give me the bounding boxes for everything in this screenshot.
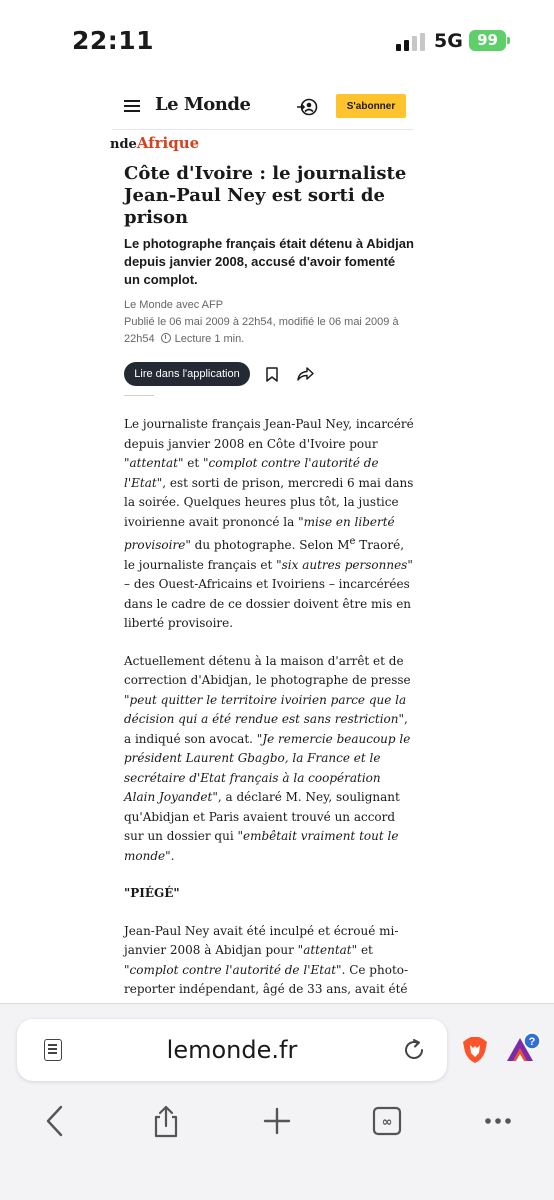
publish-date: Publié le 06 mai 2009 à 22h54, modifié le 06 mai 2009 à 22h54 (124, 316, 399, 345)
section-prefix: nde (110, 137, 137, 152)
section-label-afrique[interactable] (110, 134, 199, 152)
meta-divider (124, 395, 154, 396)
browser-toolbar (0, 1003, 554, 1200)
more-icon[interactable] (481, 1104, 515, 1138)
share-icon[interactable] (297, 366, 314, 382)
section-name: Afrique (136, 134, 200, 152)
status-bar (0, 0, 554, 80)
battery-icon: 99 (469, 30, 506, 51)
article-meta (124, 297, 414, 348)
paragraph-2: Actuellement détenu à la maison d'arrêt et de correction d'Abidjan, le photographe de presse "peut quitter le territoire ivoirien parce que la décision qui a été rendue est sans restriction", a indiqué son avocat. "Je remercie beaucoup le président Laurent Gbagbo, la France et le secrétaire d'Etat français à la coopération Alain Joyandet", a déclaré M. Ney, soulignant qu'Abidjan et Paris avaient trouvé un accord sur un dossier qui "embêtait vraiment tout le monde". (124, 653, 411, 863)
article-author: Le Monde avec AFP (124, 299, 224, 311)
bookmark-icon[interactable] (266, 367, 278, 382)
url-text[interactable]: lemonde.fr (166, 1036, 298, 1064)
share-sheet-icon[interactable] (149, 1104, 183, 1138)
back-arrow-icon[interactable] (38, 1104, 72, 1138)
subscribe-button[interactable]: S'abonner (336, 94, 406, 118)
address-bar[interactable] (17, 1019, 447, 1081)
status-time: 22:11 (72, 26, 155, 55)
article-dates (124, 314, 414, 348)
article-actions (124, 362, 414, 386)
brave-rewards-icon[interactable] (505, 1032, 541, 1064)
cellular-signal-icon (396, 33, 426, 51)
reload-icon[interactable] (402, 1038, 426, 1062)
paragraph-1: Le journaliste français Jean-Paul Ney, incarcéré depuis janvier 2008 en Côte d'Ivoire pour "attentat" et "complot contre l'autorité de l'Etat", est sorti de prison, mercredi 6 mai dans la soirée. Quelques heures plus tôt, la justice ivoirienne avait prononcé la "mise en liberté provisoire" du photographe. Selon Me Traoré, le journaliste français et "six autres personnes" – des Ouest-Africains et Ivoiriens – incarcérées dans le cadre de ce dossier doivent être mis en liberté provisoire. (124, 417, 414, 630)
reading-time: Lecture 1 min. (174, 333, 245, 345)
rewards-badge: ? (528, 1036, 536, 1048)
account-icon[interactable] (296, 96, 318, 118)
paragraph-3: Jean-Paul Ney avait été inculpé et écroué mi-janvier 2008 à Abidjan pour "attentat" et "complot contre l'autorité de l'Etat". Ce photo-reporter indépendant, âgé de 33 ans, avait été (124, 923, 409, 996)
le-monde-logo[interactable]: Le Monde (155, 94, 251, 115)
battery-nub (507, 37, 510, 44)
clock-icon (161, 333, 171, 343)
hamburger-icon[interactable] (124, 100, 140, 113)
article-body (124, 415, 414, 1037)
open-in-app-button[interactable]: Lire dans l'application (124, 362, 250, 386)
article-subheading: "PIÉGÉ" (124, 886, 180, 900)
svg-text:∞: ∞ (381, 1115, 393, 1130)
network-type: 5G (434, 30, 463, 52)
plus-icon[interactable] (260, 1104, 294, 1138)
article-subtitle: Le photographe français était détenu à Abidjan depuis janvier 2008, accusé d'avoir fomenté un complot. (124, 236, 414, 287)
article-title: Côte d'Ivoire : le journaliste Jean-Paul Ney est sorti de prison (124, 163, 407, 228)
tabs-icon[interactable] (370, 1104, 404, 1138)
site-header (112, 88, 414, 130)
brave-lion-icon[interactable] (462, 1036, 488, 1064)
